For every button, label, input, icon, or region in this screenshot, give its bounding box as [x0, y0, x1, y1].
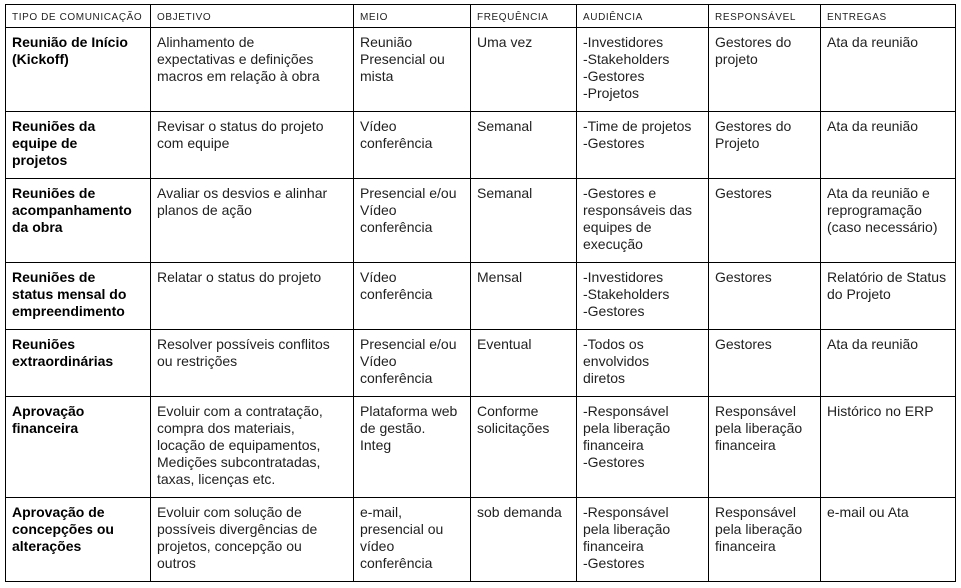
cell-objetivo: Revisar o status do projeto com equipe	[151, 112, 354, 179]
cell-objetivo: Resolver possíveis conflitos ou restrições	[151, 330, 354, 397]
cell-objetivo: Alinhamento de expectativas e definições macros em relação à obra	[151, 28, 354, 112]
header-entregas: ENTREGAS	[821, 5, 956, 28]
cell-audiencia: -Gestores e responsáveis das equipes de execução	[577, 179, 709, 263]
cell-entregas: Ata da reunião e reprogramação (caso necessário)	[821, 179, 956, 263]
cell-meio: Presencial e/ou Vídeo conferência	[354, 179, 471, 263]
header-meio: MEIO	[354, 5, 471, 28]
cell-responsavel: Gestores do projeto	[709, 28, 821, 112]
cell-meio: Vídeo conferência	[354, 112, 471, 179]
cell-tipo: Reuniões de status mensal do empreendimento	[6, 263, 151, 330]
cell-meio: Vídeo conferência	[354, 263, 471, 330]
cell-meio: Plataforma web de gestão. Integ	[354, 397, 471, 498]
cell-entregas: Ata da reunião	[821, 28, 956, 112]
cell-entregas: e-mail ou Ata	[821, 498, 956, 582]
cell-tipo: Aprovação de concepções ou alterações	[6, 498, 151, 582]
cell-frequencia: Conforme solicitações	[471, 397, 577, 498]
cell-meio: Reunião Presencial ou mista	[354, 28, 471, 112]
communication-plan-table	[5, 4, 956, 582]
cell-entregas: Histórico no ERP	[821, 397, 956, 498]
cell-meio: e-mail, presencial ou vídeo conferência	[354, 498, 471, 582]
cell-entregas: Relatório de Status do Projeto	[821, 263, 956, 330]
table-row	[6, 330, 956, 397]
cell-frequencia: Mensal	[471, 263, 577, 330]
cell-responsavel: Gestores	[709, 330, 821, 397]
cell-frequencia: Eventual	[471, 330, 577, 397]
header-tipo: TIPO DE COMUNICAÇÃO	[6, 5, 151, 28]
cell-entregas: Ata da reunião	[821, 112, 956, 179]
cell-audiencia: -Investidores -Stakeholders -Gestores -Projetos	[577, 28, 709, 112]
cell-responsavel: Gestores	[709, 263, 821, 330]
cell-frequencia: Semanal	[471, 112, 577, 179]
cell-frequencia: sob demanda	[471, 498, 577, 582]
cell-responsavel: Gestores	[709, 179, 821, 263]
cell-responsavel: Responsável pela liberação financeira	[709, 498, 821, 582]
cell-tipo: Reuniões extraordinárias	[6, 330, 151, 397]
table-row	[6, 263, 956, 330]
table-row	[6, 498, 956, 582]
cell-objetivo: Avaliar os desvios e alinhar planos de ação	[151, 179, 354, 263]
cell-responsavel: Responsável pela liberação financeira	[709, 397, 821, 498]
cell-frequencia: Uma vez	[471, 28, 577, 112]
header-objetivo: OBJETIVO	[151, 5, 354, 28]
cell-entregas: Ata da reunião	[821, 330, 956, 397]
table-row	[6, 28, 956, 112]
cell-audiencia: -Responsável pela liberação financeira -Gestores	[577, 498, 709, 582]
table-row	[6, 112, 956, 179]
cell-audiencia: -Investidores -Stakeholders -Gestores	[577, 263, 709, 330]
cell-objetivo: Evoluir com a contratação, compra dos materiais, locação de equipamentos, Medições subcontratadas, taxas, licenças etc.	[151, 397, 354, 498]
table-row	[6, 397, 956, 498]
cell-audiencia: -Todos os envolvidos diretos	[577, 330, 709, 397]
header-audiencia: AUDIÊNCIA	[577, 5, 709, 28]
table-row	[6, 179, 956, 263]
header-frequencia: FREQUÊNCIA	[471, 5, 577, 28]
cell-tipo: Reuniões da equipe de projetos	[6, 112, 151, 179]
cell-objetivo: Relatar o status do projeto	[151, 263, 354, 330]
cell-objetivo: Evoluir com solução de possíveis divergências de projetos, concepção ou outros	[151, 498, 354, 582]
cell-audiencia: -Time de projetos -Gestores	[577, 112, 709, 179]
cell-tipo: Aprovação financeira	[6, 397, 151, 498]
cell-meio: Presencial e/ou Vídeo conferência	[354, 330, 471, 397]
header-row	[6, 5, 956, 28]
header-responsavel: RESPONSÁVEL	[709, 5, 821, 28]
cell-frequencia: Semanal	[471, 179, 577, 263]
cell-responsavel: Gestores do Projeto	[709, 112, 821, 179]
cell-tipo: Reunião de Início (Kickoff)	[6, 28, 151, 112]
cell-tipo: Reuniões de acompanhamento da obra	[6, 179, 151, 263]
cell-audiencia: -Responsável pela liberação financeira -Gestores	[577, 397, 709, 498]
